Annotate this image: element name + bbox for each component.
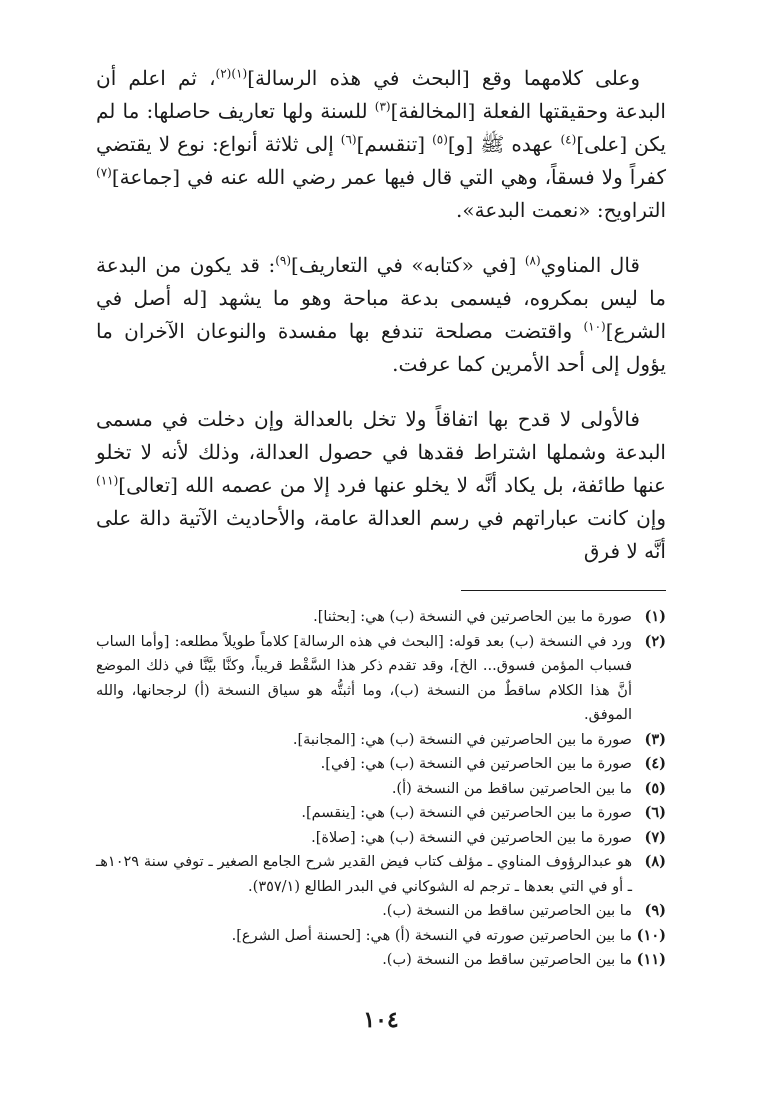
footnote-marker: (٦) xyxy=(340,132,357,147)
page-body xyxy=(96,62,666,973)
footnote-marker: (٨) xyxy=(524,253,541,268)
paragraph-text: وإن كانت عباراتهم في رسم العدالة عامة، والأحاديث الآتية دالة على أنَّه لا فرق xyxy=(96,506,666,563)
footnote-marker: (٥) xyxy=(432,132,448,147)
footnote-item xyxy=(96,850,666,899)
footnote-text: ما بين الحاصرتين ساقط من النسخة (أ). xyxy=(391,780,632,797)
paragraph-text: قال المناوي xyxy=(540,253,640,277)
body-paragraph xyxy=(96,62,666,227)
footnote-number: (١٠) xyxy=(636,926,666,944)
footnote-item xyxy=(96,777,666,802)
footnote-text: ورد في النسخة (ب) بعد قوله: [البحث في هذه الرسالة] كلاماً طويلاً مطلعه: [وأما الساب فسباب المؤمن فسوق... الخ]، وقد تقدم ذكر هذا السَّقْط قريباً، وكنَّا بيَّنَّا في ذلك الموضع أنَّ هذا الكلام ساقطٌ من النسخة (ب)، وما أثبتُّه هو سياق النسخة (أ) لرجحانها، والله الموفق. xyxy=(96,633,632,723)
footnote-marker: (٣) xyxy=(374,99,391,114)
footnote-text: صورة ما بين الحاصرتين في النسخة (ب) هي: [بحثنا]. xyxy=(313,609,632,625)
main-text xyxy=(96,62,666,568)
footnote-item xyxy=(96,924,666,949)
paragraph-text: للسنة ولها تعاريف حاصلها: ما لم يكن [على] xyxy=(96,99,666,156)
footnote-item xyxy=(96,826,666,851)
body-paragraph xyxy=(96,249,666,381)
footnote-number: (٨) xyxy=(644,853,666,870)
footnote-number: (٩) xyxy=(644,902,666,919)
footnote-number: (٦) xyxy=(644,804,666,821)
footnote-item xyxy=(96,752,666,777)
footnotes-list xyxy=(96,605,666,973)
footnote-number: (٤) xyxy=(644,755,666,772)
footnote-marker: (٧) xyxy=(96,165,112,180)
footnote-text: ما بين الحاصرتين ساقط من النسخة (ب). xyxy=(382,952,632,968)
paragraph-text: ، ثم اعلم أن البدعة وحقيقتها الفعلة [المخالفة] xyxy=(96,66,666,123)
footnote-marker: (١٠) xyxy=(583,319,606,334)
footnote-item xyxy=(96,630,666,728)
footnote-item xyxy=(96,948,666,973)
footnote-marker: (٩) xyxy=(275,253,292,268)
footnote-item xyxy=(96,728,666,753)
footnote-marker: (١)(٢) xyxy=(215,66,248,81)
footnote-text: صورة ما بين الحاصرتين في النسخة (ب) هي: [المجانبة]. xyxy=(292,731,632,748)
footnote-text: صورة ما بين الحاصرتين في النسخة (ب) هي: [في]. xyxy=(320,756,632,772)
footnote-marker: (١١) xyxy=(96,473,119,488)
page-number: ١٠٤ xyxy=(363,1007,399,1033)
footnote-text: ما بين الحاصرتين ساقط من النسخة (ب). xyxy=(382,903,632,919)
footnote-item xyxy=(96,605,666,630)
paragraph-text: عهده ﷺ [و] xyxy=(447,132,561,156)
paragraph-text: فالأولى لا قدح بها اتفاقاً ولا تخل بالعدالة وإن دخلت في مسمى البدعة وشملها اشتراط فقدها في حصول العدالة، وذلك لأنه لا تخلو عنها طائفة، بل يكاد أنَّه لا يخلو عنها فرد إلا من عصمه الله [تعالى] xyxy=(96,407,666,497)
paragraph-text: واقتضت مصلحة تندفع بها مفسدة والنوعان الآخران ما يؤول إلى أحد الأمرين كما عرفت. xyxy=(96,319,666,376)
footnote-item xyxy=(96,801,666,826)
footnote-number: (٥) xyxy=(644,779,666,797)
footnote-number: (٣) xyxy=(644,730,666,748)
paragraph-text: [في «كتابه» في التعاريف] xyxy=(291,253,525,277)
footnote-number: (١) xyxy=(644,608,666,625)
paragraph-text: : قد يكون من البدعة ما ليس بمكروه، فيسمى بدعة مباحة وهو ما يشهد [له أصل في الشرع] xyxy=(96,253,666,343)
footnote-text: صورة ما بين الحاصرتين في النسخة (ب) هي: [صلاة]. xyxy=(311,829,632,846)
footnote-text: صورة ما بين الحاصرتين في النسخة (ب) هي: [ينقسم]. xyxy=(301,805,632,821)
footnote-text: ما بين الحاصرتين صورته في النسخة (أ) هي: [لحسنة أصل الشرع]. xyxy=(231,927,632,944)
footnote-number: (٧) xyxy=(644,828,666,846)
paragraph-text: التراويح: «نعمت البدعة». xyxy=(456,198,666,222)
footnote-text: هو عبدالرؤوف المناوي ـ مؤلف كتاب فيض القدير شرح الجامع الصغير ـ توفي سنة ١٠٢٩هـ ـ أو في التي بعدها ـ ترجم له الشوكاني في البدر الطالع (٣٥٧/١). xyxy=(96,854,632,895)
paragraph-text: إلى ثلاثة أنواع: نوع لا يقتضي كفراً ولا فسقاً، وهي التي قال فيها عمر رضي الله عنه في [جماعة] xyxy=(96,132,666,189)
footnote-number: (٢) xyxy=(644,632,666,650)
footnote-item xyxy=(96,899,666,924)
footnote-marker: (٤) xyxy=(560,132,577,147)
paragraph-text: [تنقسم] xyxy=(356,132,433,156)
footnote-separator xyxy=(461,590,666,591)
paragraph-text: وعلى كلامهما وقع [البحث في هذه الرسالة] xyxy=(247,66,640,90)
body-paragraph xyxy=(96,403,666,568)
footnote-number: (١١) xyxy=(636,951,666,968)
